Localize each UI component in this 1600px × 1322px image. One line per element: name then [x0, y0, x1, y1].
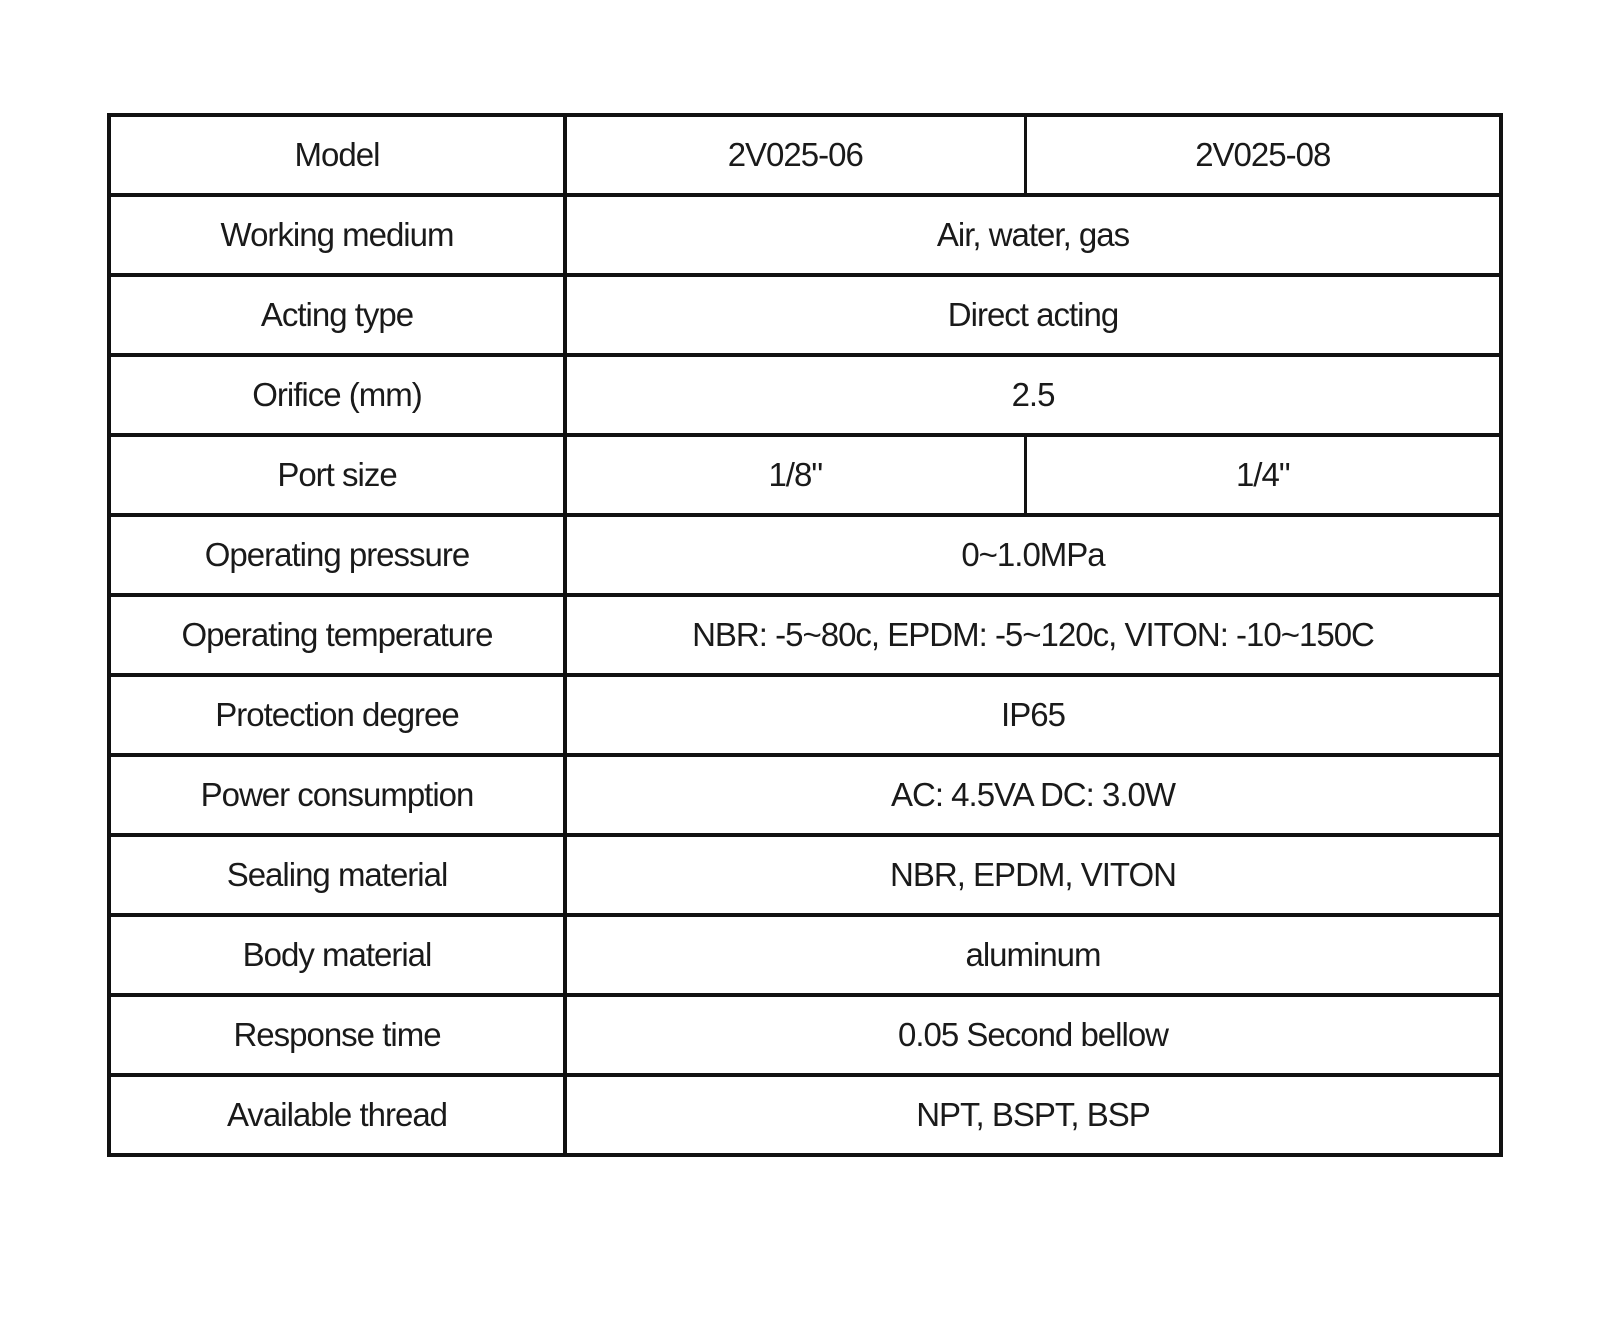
- port-size-label: Port size: [109, 435, 565, 515]
- model-value-1: 2V025-06: [565, 115, 1025, 195]
- operating-pressure-value: 0~1.0MPa: [565, 515, 1501, 595]
- orifice-label: Orifice (mm): [109, 355, 565, 435]
- operating-temperature-label: Operating temperature: [109, 595, 565, 675]
- power-consumption-label: Power consumption: [109, 755, 565, 835]
- table-row-operating-temperature: [109, 595, 1501, 675]
- protection-degree-value: IP65: [565, 675, 1501, 755]
- working-medium-label: Working medium: [109, 195, 565, 275]
- operating-pressure-label: Operating pressure: [109, 515, 565, 595]
- response-time-label: Response time: [109, 995, 565, 1075]
- table-row-available-thread: [109, 1075, 1501, 1155]
- port-size-value-1: 1/8": [565, 435, 1025, 515]
- table-row-orifice: [109, 355, 1501, 435]
- table-row-response-time: [109, 995, 1501, 1075]
- body-material-label: Body material: [109, 915, 565, 995]
- table-row-working-medium: [109, 195, 1501, 275]
- table-row-power-consumption: [109, 755, 1501, 835]
- operating-temperature-value: NBR: -5~80c, EPDM: -5~120c, VITON: -10~150C: [565, 595, 1501, 675]
- sealing-material-value: NBR, EPDM, VITON: [565, 835, 1501, 915]
- table-row-acting-type: [109, 275, 1501, 355]
- acting-type-label: Acting type: [109, 275, 565, 355]
- available-thread-value: NPT, BSPT, BSP: [565, 1075, 1501, 1155]
- acting-type-value: Direct acting: [565, 275, 1501, 355]
- model-label: Model: [109, 115, 565, 195]
- table-row-model: [109, 115, 1501, 195]
- working-medium-value: Air, water, gas: [565, 195, 1501, 275]
- response-time-value: 0.05 Second bellow: [565, 995, 1501, 1075]
- table-row-protection-degree: [109, 675, 1501, 755]
- power-consumption-value: AC: 4.5VA DC: 3.0W: [565, 755, 1501, 835]
- protection-degree-label: Protection degree: [109, 675, 565, 755]
- model-value-2: 2V025-08: [1025, 115, 1501, 195]
- sealing-material-label: Sealing material: [109, 835, 565, 915]
- table-row-body-material: [109, 915, 1501, 995]
- table-row-sealing-material: [109, 835, 1501, 915]
- port-size-value-2: 1/4": [1025, 435, 1501, 515]
- orifice-value: 2.5: [565, 355, 1501, 435]
- spec-table: [107, 113, 1503, 1157]
- table-row-operating-pressure: [109, 515, 1501, 595]
- available-thread-label: Available thread: [109, 1075, 565, 1155]
- body-material-value: aluminum: [565, 915, 1501, 995]
- table-row-port-size: [109, 435, 1501, 515]
